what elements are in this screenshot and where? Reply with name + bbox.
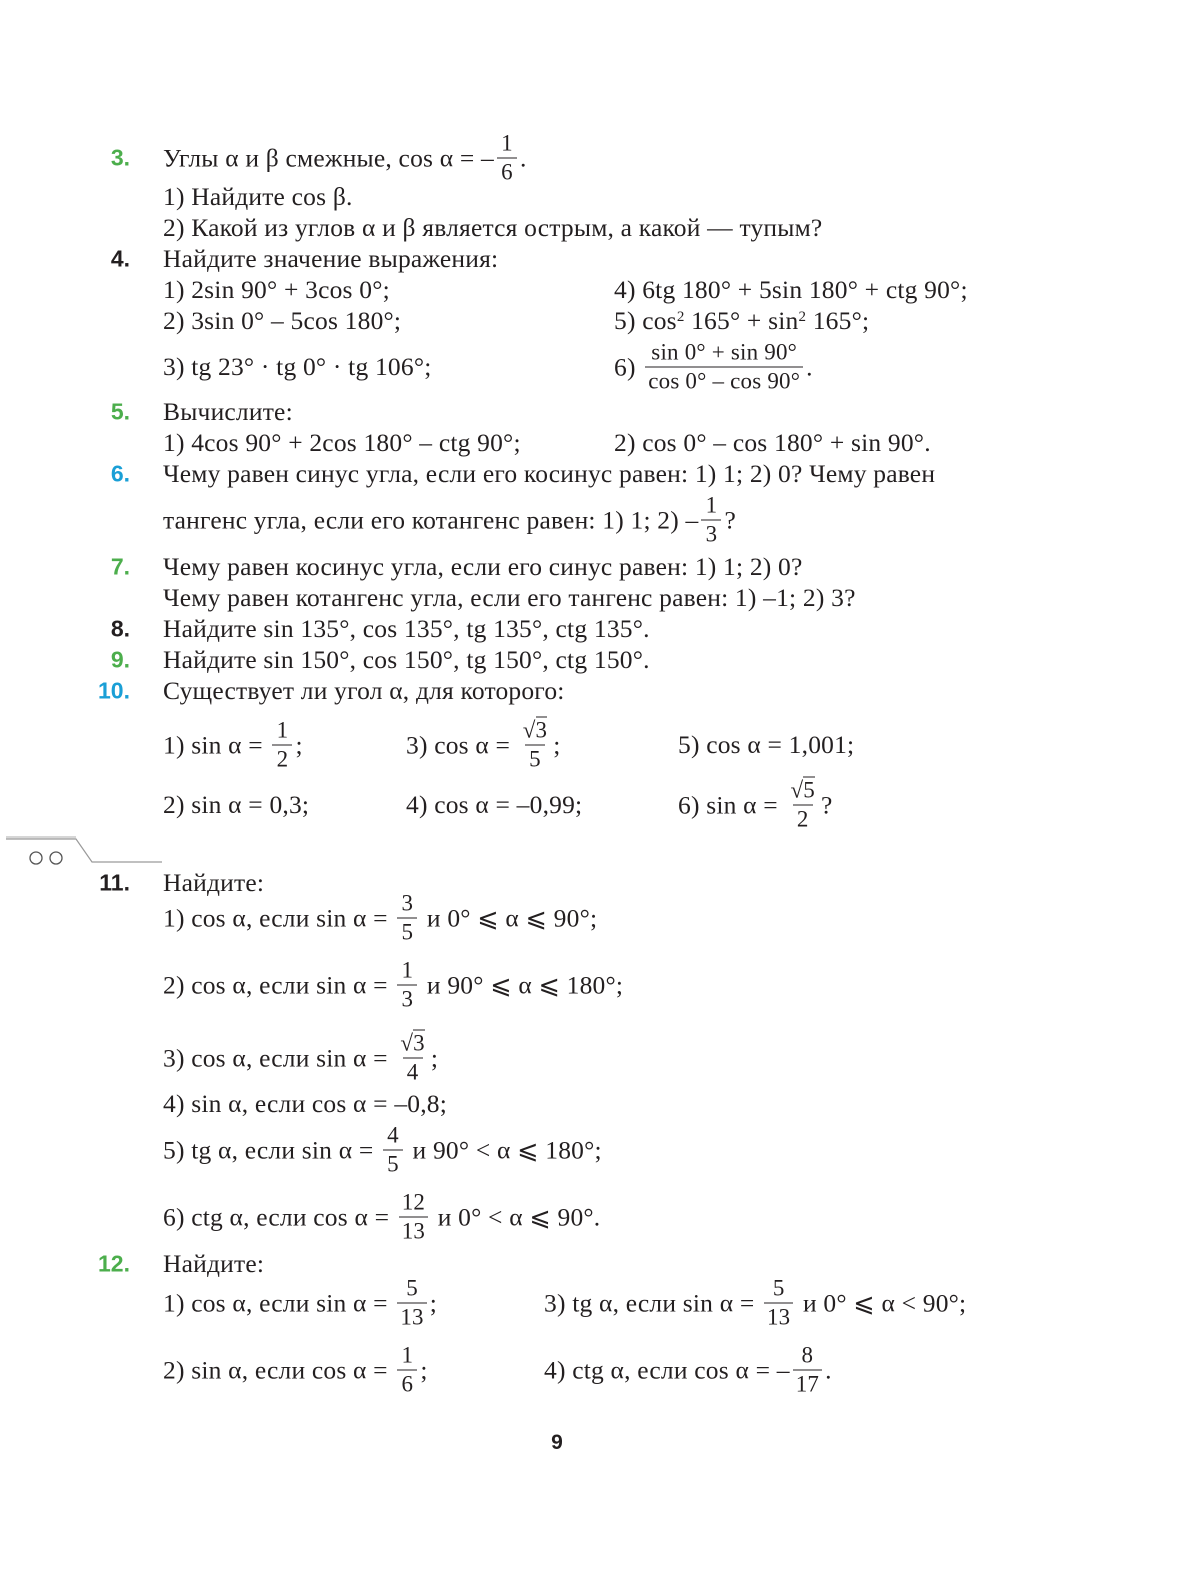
denominator: 5 — [525, 745, 545, 774]
text-segment: 3) tg α, если sin α = — [544, 1288, 761, 1317]
radicand: 3 — [413, 1030, 425, 1056]
fraction — [701, 492, 721, 549]
exercise-line — [163, 1342, 428, 1399]
text-segment: 4) sin α, если cos α = –0,8; — [163, 1089, 448, 1118]
exercise-line — [163, 182, 353, 212]
numerator: 5 — [406, 1275, 418, 1301]
exercise-line — [163, 614, 650, 644]
denominator: 2 — [793, 805, 813, 834]
text-segment: 2) cos 0° – cos 180° + sin 90°. — [614, 428, 931, 457]
text-segment: 3) cos α = — [406, 730, 517, 759]
numerator: 8 — [801, 1342, 814, 1368]
page-number: 9 — [551, 1431, 563, 1454]
exercise-line — [163, 583, 856, 613]
fraction — [397, 1342, 417, 1399]
exercise-number: 5. — [110, 398, 130, 425]
sqrt-icon: √ — [790, 777, 804, 803]
exercise-line — [614, 306, 869, 336]
exercise-line — [163, 645, 650, 675]
exercise-line — [163, 428, 521, 458]
text-segment: 165° + sin — [684, 306, 799, 335]
text-segment: 2) Какой из углов α и β является острым, а какой — тупым? — [163, 213, 823, 242]
text-segment: 6) ctg α, если cos α = — [163, 1202, 396, 1231]
text-segment: ? — [820, 790, 833, 819]
text-segment: Найдите: — [163, 868, 265, 897]
text-segment: 5) cos α = 1,001; — [678, 730, 855, 759]
text-segment: ; — [420, 1355, 428, 1384]
text-segment: 6) sin α = — [678, 790, 785, 819]
text-segment: 1) 2sin 90° + 3cos 0°; — [163, 275, 390, 304]
exercise-number: 8. — [110, 615, 130, 642]
numerator — [520, 717, 551, 745]
exercise-line — [163, 676, 565, 706]
text-segment: . — [519, 143, 527, 172]
exercise-line — [406, 790, 582, 820]
text-segment: Найдите значение выражения: — [163, 244, 499, 273]
fraction — [793, 1342, 822, 1399]
fraction — [520, 717, 551, 774]
text-segment: 6) — [614, 352, 643, 381]
denominator: 5 — [383, 1150, 403, 1179]
text-segment: и 0° ⩽ α < 90°; — [796, 1288, 967, 1317]
numerator — [787, 777, 818, 805]
text-segment: 4) 6tg 180° + 5sin 180° + ctg 90°; — [614, 275, 968, 304]
exercise-number: 10. — [98, 677, 130, 704]
exercise-line — [163, 244, 498, 274]
exercise-number: 6. — [110, 460, 130, 487]
exercise-line — [163, 213, 822, 243]
text-segment: 3) cos α, если sin α = — [163, 1043, 395, 1072]
exercise-line — [406, 717, 561, 774]
sqrt-icon: √ — [400, 1030, 414, 1056]
exercise-line — [163, 957, 623, 1014]
denominator: 6 — [497, 158, 517, 187]
text-segment: ; — [553, 730, 561, 759]
numerator: 5 — [772, 1275, 785, 1301]
text-segment: Углы α и β смежные, cos α = – — [163, 143, 494, 172]
fraction — [399, 1189, 428, 1246]
sqrt-icon: √ — [522, 717, 536, 743]
exercise-line — [678, 730, 854, 760]
exercise-line — [163, 717, 303, 774]
exercise-number: 9. — [110, 646, 130, 673]
fraction — [272, 717, 292, 774]
fraction — [764, 1275, 793, 1332]
text-segment: ; — [429, 1288, 438, 1317]
text-segment: Найдите sin 135°, cos 135°, tg 135°, ctg 135°. — [163, 614, 650, 643]
text-segment: 2) sin α, если cos α = — [163, 1355, 395, 1384]
text-segment: и 90° ⩽ α ⩽ 180°; — [420, 970, 624, 999]
denominator: 3 — [397, 985, 417, 1014]
text-segment: и 0° ⩽ α ⩽ 90°; — [420, 903, 598, 932]
fraction — [497, 130, 517, 187]
denominator: 13 — [764, 1303, 793, 1332]
denominator: 5 — [397, 918, 417, 947]
denominator: 4 — [403, 1058, 423, 1087]
numerator — [397, 1030, 428, 1058]
radicand: 5 — [803, 777, 815, 803]
text-segment: 165°; — [806, 306, 870, 335]
exercise-line — [163, 130, 527, 187]
numerator: 12 — [401, 1189, 426, 1215]
text-segment: 2) 3sin 0° – 5cos 180°; — [163, 306, 402, 335]
text-segment: ; — [430, 1043, 439, 1072]
exercise-number: 3. — [110, 144, 130, 171]
text-segment: 4) cos α = –0,99; — [406, 790, 583, 819]
numerator: 1 — [401, 957, 414, 983]
denominator: 13 — [397, 1303, 426, 1332]
exercise-line — [163, 492, 736, 549]
fraction — [397, 957, 417, 1014]
exercise-number: 12. — [98, 1250, 130, 1277]
superscript: 2 — [798, 308, 807, 325]
exercise-line — [678, 777, 833, 834]
exercise-line — [163, 1030, 438, 1087]
exercise-line — [544, 1342, 832, 1399]
text-segment: . — [806, 352, 813, 381]
exercise-line — [163, 397, 293, 427]
exercise-line — [614, 275, 968, 305]
exercise-line — [163, 352, 432, 382]
numerator: 4 — [387, 1122, 399, 1148]
denominator: 2 — [272, 745, 292, 774]
denominator: 17 — [793, 1370, 822, 1399]
denominator: 6 — [397, 1370, 417, 1399]
denominator: 3 — [701, 520, 721, 549]
exercise-line — [163, 275, 390, 305]
numerator: 1 — [501, 130, 513, 156]
text-segment: тангенс угла, если его котангенс равен: 1) 1; 2) – — [163, 505, 699, 534]
text-segment: 2) cos α, если sin α = — [163, 970, 395, 999]
exercise-line — [163, 1189, 600, 1246]
exercise-line — [163, 459, 935, 489]
fraction — [787, 777, 818, 834]
superscript: 2 — [676, 308, 685, 325]
text-segment: 1) cos α, если sin α = — [163, 903, 395, 932]
text-segment: ? — [724, 505, 737, 534]
fraction — [397, 890, 417, 947]
text-segment: 1) Найдите cos β. — [163, 182, 353, 211]
section-marker-tab-icon — [6, 836, 166, 868]
exercise-line — [163, 890, 597, 947]
fraction — [397, 1030, 428, 1087]
exercise-line — [163, 552, 803, 582]
text-segment: и 0° < α ⩽ 90°. — [431, 1202, 601, 1231]
numerator: sin 0° + sin 90° — [651, 339, 798, 365]
text-segment: 1) sin α = — [163, 730, 270, 759]
exercise-line — [163, 306, 401, 336]
exercise-line — [544, 1275, 966, 1332]
numerator: 3 — [401, 890, 414, 916]
text-segment: Найдите sin 150°, cos 150°, tg 150°, ctg 150°. — [163, 645, 650, 674]
text-segment: Вычислите: — [163, 397, 293, 426]
text-segment: Существует ли угол α, для которого: — [163, 676, 565, 705]
fraction — [383, 1122, 403, 1179]
text-segment: . — [825, 1355, 832, 1384]
numerator: 1 — [401, 1342, 414, 1368]
text-segment: 2) sin α = 0,3; — [163, 790, 310, 819]
exercise-number: 7. — [110, 553, 130, 580]
denominator: 13 — [399, 1217, 428, 1246]
exercise-line — [614, 339, 813, 396]
radicand: 3 — [535, 717, 548, 743]
text-segment: ; — [295, 730, 303, 759]
text-segment: Найдите: — [163, 1249, 265, 1278]
text-segment: 5) cos — [614, 306, 677, 335]
text-segment: Чему равен котангенс угла, если его тангенс равен: 1) –1; 2) 3? — [163, 583, 856, 612]
text-segment: и 90° < α ⩽ 180°; — [405, 1135, 602, 1164]
text-segment: 3) tg 23° · tg 0° · tg 106°; — [163, 352, 432, 381]
exercise-line — [614, 428, 931, 458]
text-segment: Чему равен косинус угла, если его синус равен: 1) 1; 2) 0? — [163, 552, 803, 581]
exercise-line — [163, 1275, 437, 1332]
text-segment: 1) cos α, если sin α = — [163, 1288, 395, 1317]
numerator: 1 — [276, 717, 289, 743]
exercise-line — [163, 1089, 447, 1119]
numerator: 1 — [705, 492, 718, 518]
fraction — [645, 339, 803, 396]
exercise-number: 11. — [99, 869, 130, 896]
denominator: cos 0° – cos 90° — [645, 367, 803, 396]
exercise-line — [163, 790, 309, 820]
text-segment: 4) ctg α, если cos α = – — [544, 1355, 790, 1384]
text-segment: 1) 4cos 90° + 2cos 180° – ctg 90°; — [163, 428, 521, 457]
text-segment: 5) tg α, если sin α = — [163, 1135, 380, 1164]
exercise-line — [163, 1122, 602, 1179]
text-segment: Чему равен синус угла, если его косинус равен: 1) 1; 2) 0? Чему равен — [163, 459, 936, 488]
fraction — [397, 1275, 426, 1332]
exercise-number: 4. — [110, 245, 130, 272]
